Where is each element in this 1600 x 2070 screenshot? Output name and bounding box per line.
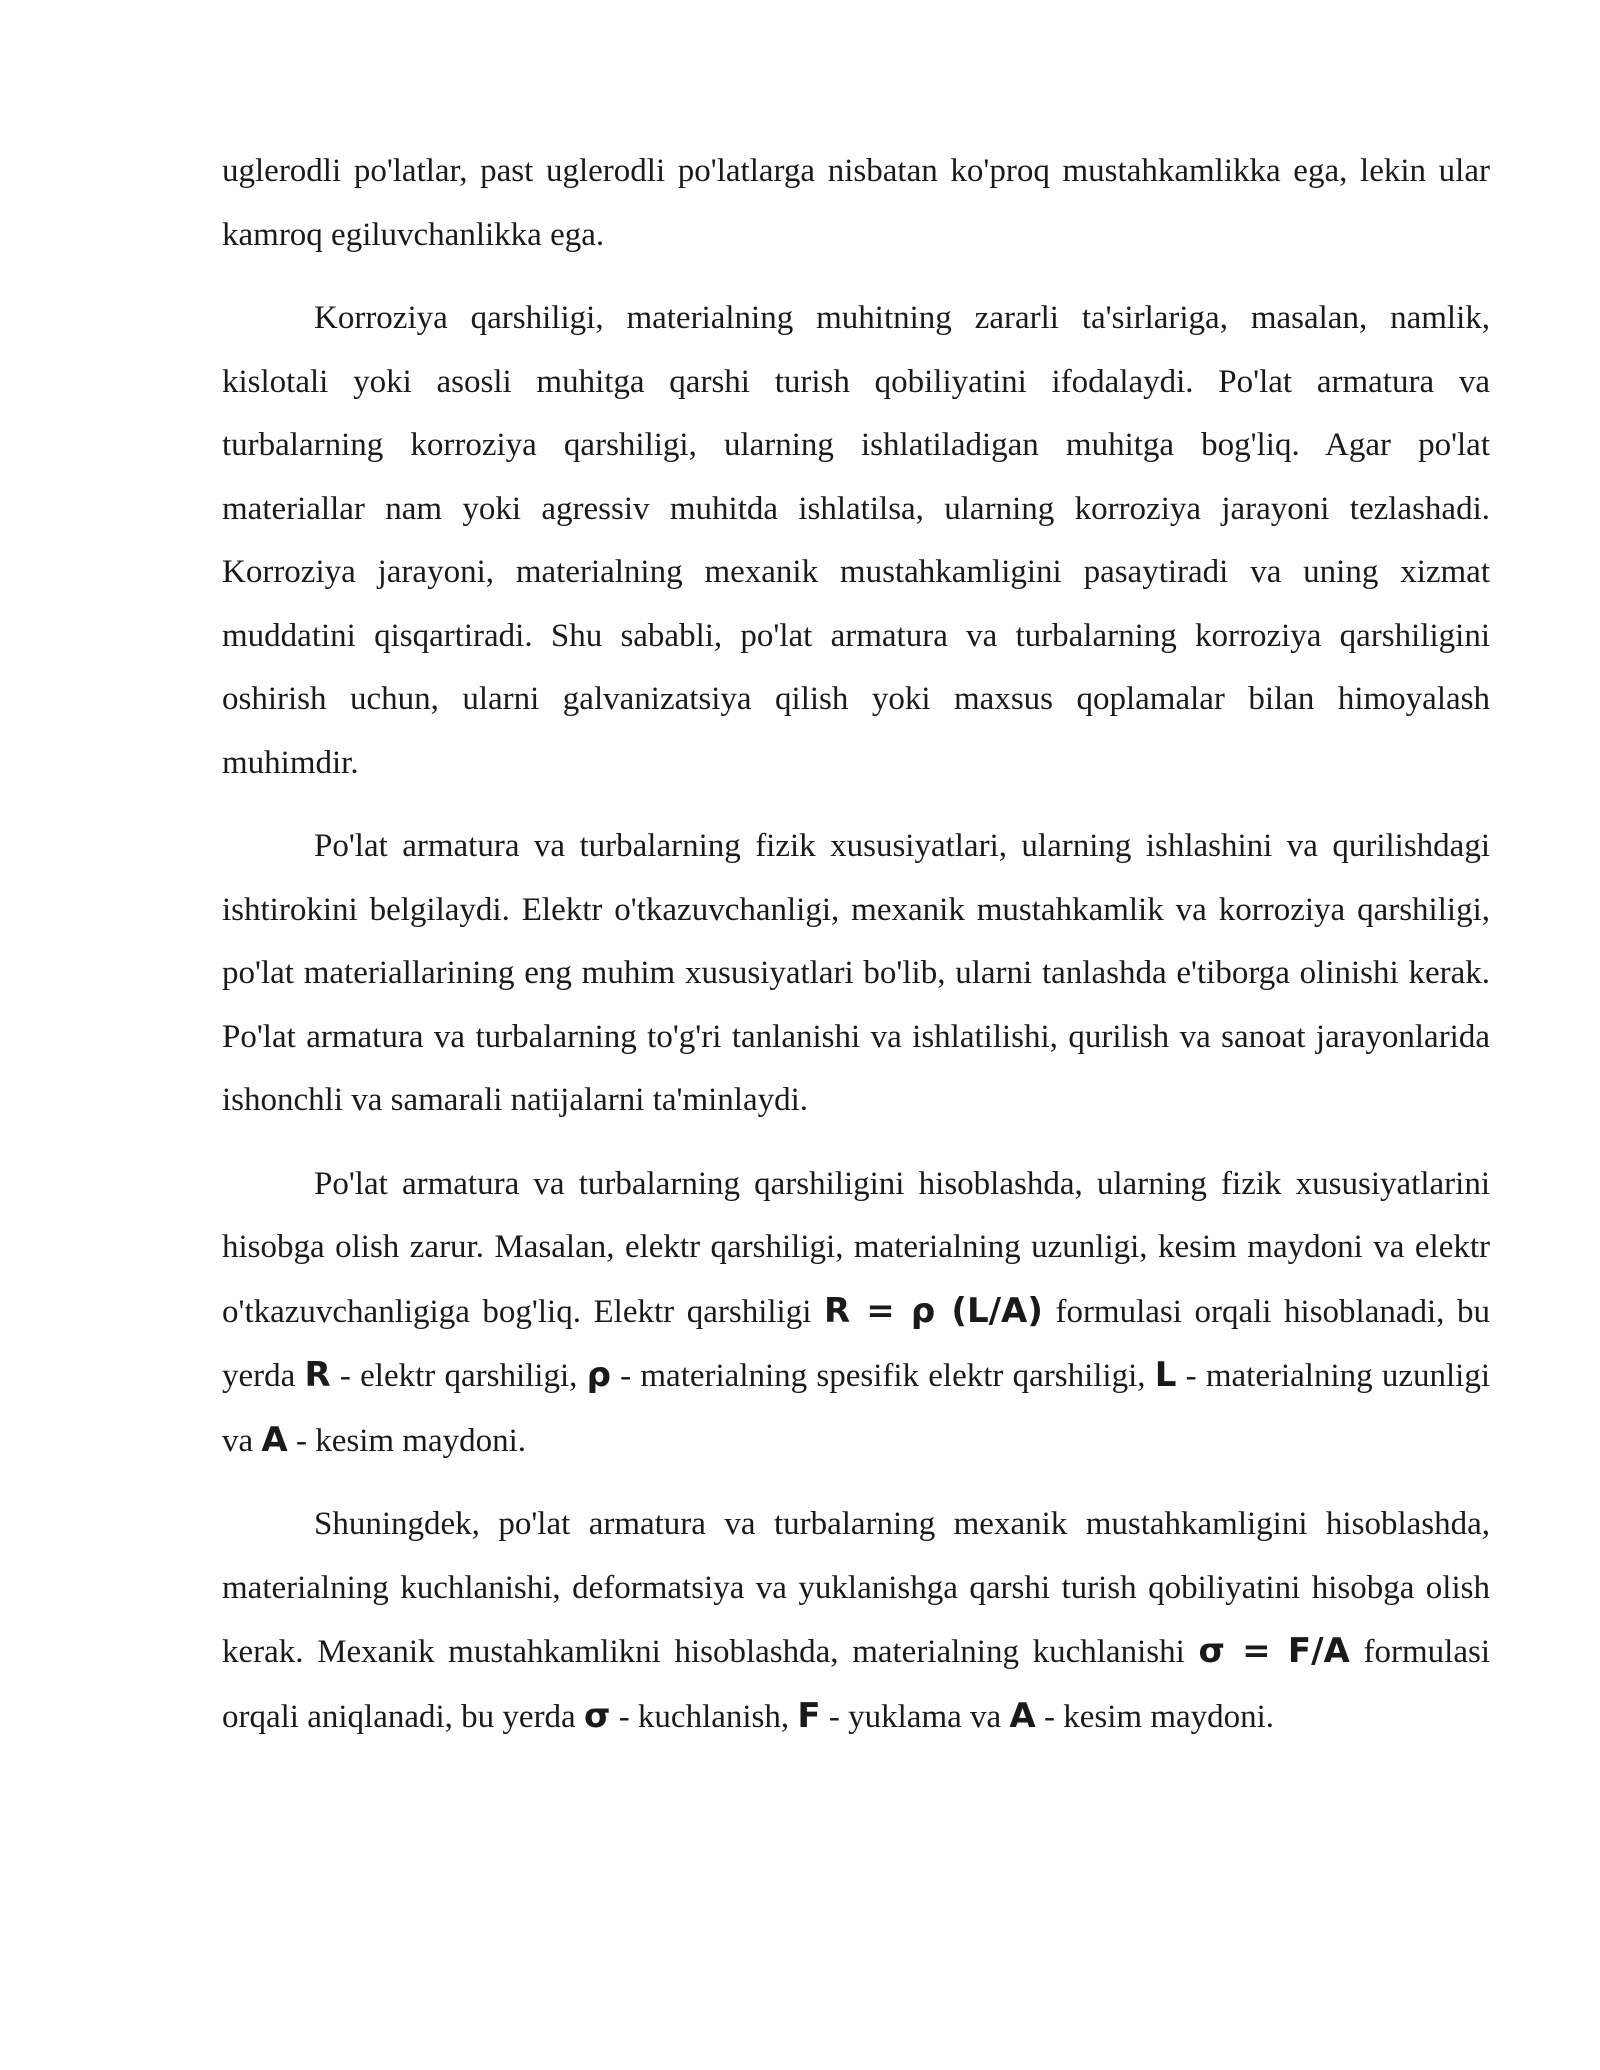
symbol-a: A (1009, 1695, 1036, 1736)
formula-stress: σ = F/A (1198, 1631, 1350, 1671)
paragraph-electrical-resistance (222, 1153, 1490, 1474)
symbol-rho: ρ (586, 1355, 611, 1395)
text-run: formulasi orqali hisoblanadi, bu yerda (222, 1293, 1490, 1394)
text-run: - elektr qarshiligi, (330, 1358, 587, 1394)
paragraph-carbon-steel: uglerodli po'latlar, past uglerodli po'latlarga nisbatan ko'proq mustahkamlikka ega, lekin ular kamroq egiluvchanlikka ega. (222, 153, 1490, 253)
paragraph-corrosion-resistance: Korroziya qarshiligi, materialning muhitning zararli ta'sirlariga, masalan, namlik, kislotali yoki asosli muhitga qarshi turish qobiliyatini ifodalaydi. Po'lat armatura va turbalarning korroziya qarshiligi, ularning ishlatiladigan muhitga bog'liq. Agar po'lat materiallar nam yoki agressiv muhitda ishlatilsa, ularning korroziya jarayoni tezlashadi. Korroziya jarayoni, materialning mexanik mustahkamligini pasaytiradi va uning xizmat muddatini qisqartiradi. Shu sababli, po'lat armatura va turbalarning korroziya qarshiligini oshirish uchun, ularni galvanizatsiya qilish yoki maxsus qoplamalar bilan himoyalash muhimdir. (222, 300, 1490, 781)
text-run: formulasi orqali aniqlanadi, bu yerda (222, 1634, 1490, 1735)
text-run: - materialning spesifik elektr qarshiligi, (610, 1358, 1155, 1394)
text-run: Shuningdek, po'lat armatura va turbalarning mexanik mustahkamligini hisoblashda, materialning kuchlanishi, deformatsiya va yuklanishga qarshi turish qobiliyatini hisobga olish kerak. Mexanik mustahkamlikni hisoblashda, materialning kuchlanishi (222, 1506, 1490, 1670)
symbol-a: A (261, 1419, 288, 1460)
text-run: - kesim maydoni. (287, 1422, 527, 1459)
symbol-f: F (797, 1695, 821, 1736)
symbol-l: L (1154, 1355, 1177, 1395)
symbol-r: R (304, 1355, 331, 1395)
text-run: - yuklama va (820, 1698, 1010, 1735)
document-page (222, 140, 1490, 1769)
paragraph-mechanical-strength (222, 1493, 1490, 1749)
paragraph-physical-properties: Po'lat armatura va turbalarning fizik xususiyatlari, ularning ishlashini va qurilishdagi ishtirokini belgilaydi. Elektr o'tkazuvchanligi, mexanik mustahkamlik va korroziya qarshiligi, po'lat materiallarining eng muhim xususiyatlari bo'lib, ularni tanlashda e'tiborga olinishi kerak. Po'lat armatura va turbalarning to'g'ri tanlanishi va ishlatilishi, qurilish va sanoat jarayonlarida ishonchli va samarali natijalarni ta'minlaydi. (222, 828, 1490, 1118)
formula-resistance: R = ρ (L/A) (823, 1290, 1043, 1331)
symbol-sigma: σ (583, 1695, 611, 1736)
text-run: - materialning uzunligi va (222, 1358, 1490, 1459)
text-run: - kesim maydoni. (1035, 1698, 1275, 1735)
text-run: - kuchlanish, (610, 1698, 798, 1735)
text-run: Po'lat armatura va turbalarning qarshiligini hisoblashda, ularning fizik xususiyatlarini hisobga olish zarur. Masalan, elektr qarshiligi, materialning uzunligi, kesim maydoni va elektr o'tkazuvchanligiga bog'liq. Elektr qarshiligi (222, 1165, 1490, 1330)
